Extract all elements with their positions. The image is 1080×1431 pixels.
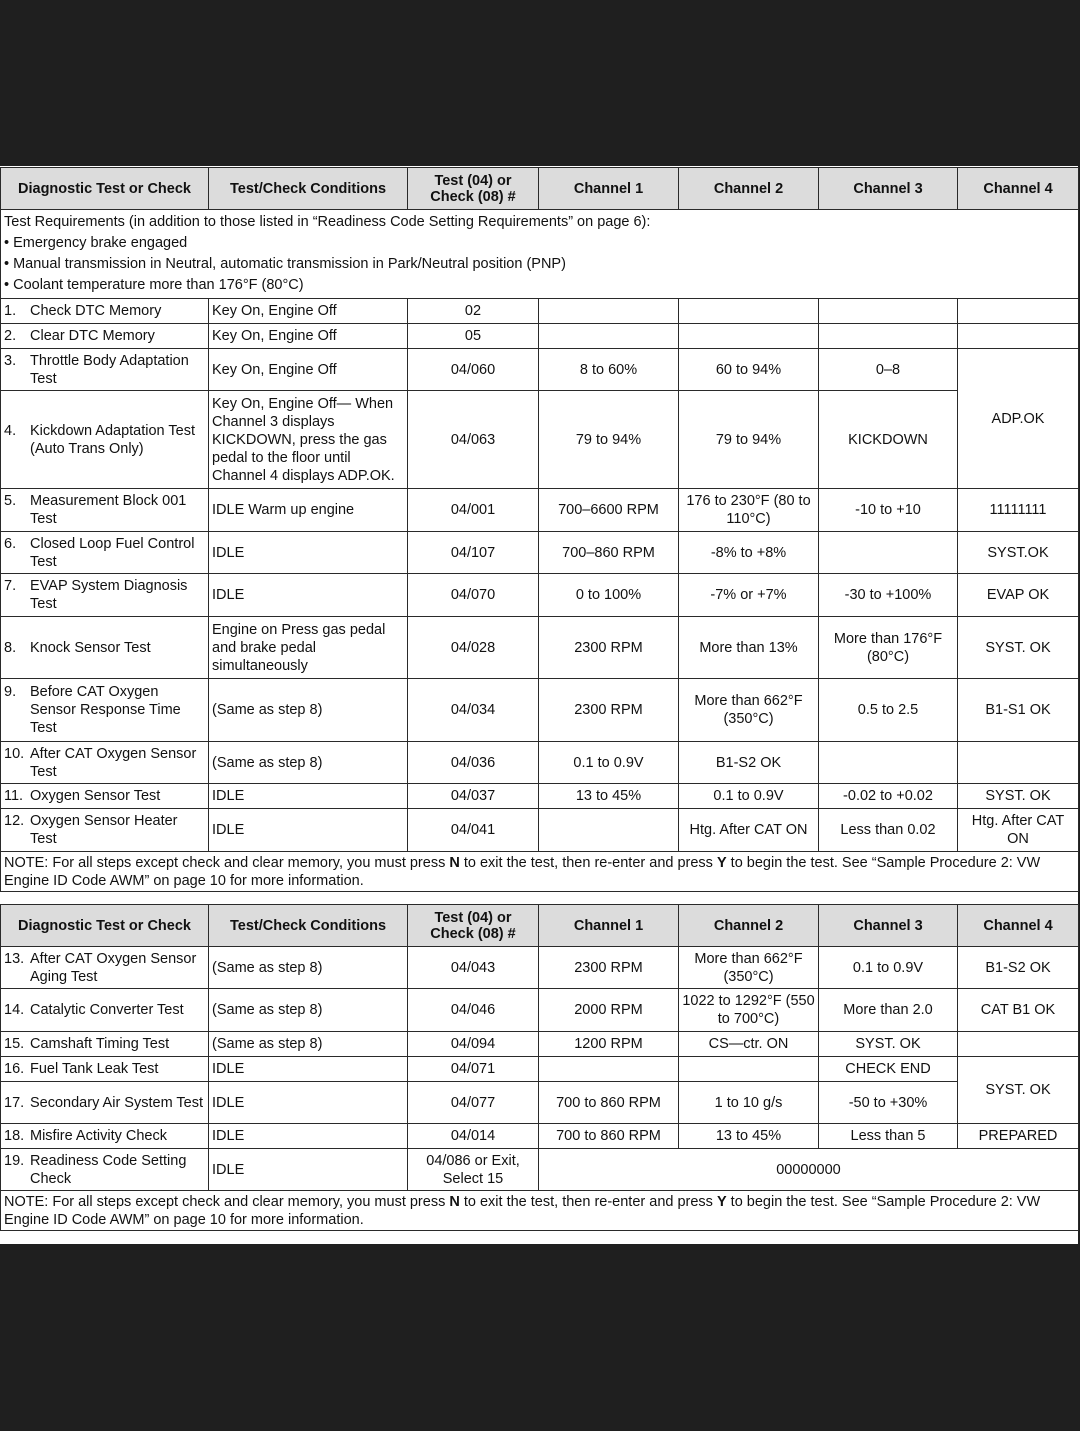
channel-3-cell: -30 to +100% xyxy=(819,574,958,617)
test-number-cell: 04/036 xyxy=(408,742,539,784)
channel-1-cell: 2300 RPM xyxy=(539,679,679,742)
step-number: 16. xyxy=(4,1061,25,1077)
header-channel-3: Channel 3 xyxy=(819,168,958,210)
step-number: 8. xyxy=(4,639,17,656)
conditions-cell: (Same as step 8) xyxy=(209,742,408,784)
step-name: Before CAT Oxygen Sensor Response Time Test xyxy=(30,684,181,736)
step-name-cell xyxy=(1,489,209,532)
channel-1-cell: 0 to 100% xyxy=(539,574,679,617)
test-number-cell: 04/046 xyxy=(408,989,539,1032)
channel-1-cell xyxy=(539,1057,679,1082)
step-name: Check DTC Memory xyxy=(30,303,162,319)
test-number-cell: 04/071 xyxy=(408,1057,539,1082)
table-header-row xyxy=(1,168,1079,210)
note-part: NOTE: For all steps except check and clear memory, you must press xyxy=(4,1193,450,1210)
channel-2-cell: CS—ctr. ON xyxy=(679,1032,819,1057)
step-name-cell xyxy=(1,679,209,742)
channel-2-cell: 79 to 94% xyxy=(679,391,819,489)
conditions-cell: (Same as step 8) xyxy=(209,1032,408,1057)
table-row xyxy=(1,299,1079,324)
channel-4-cell xyxy=(958,1032,1079,1057)
header-channel-4: Channel 4 xyxy=(958,905,1079,947)
step-name-cell xyxy=(1,784,209,809)
table-row xyxy=(1,1149,1079,1191)
step-name-cell xyxy=(1,1124,209,1149)
channel-3-cell: -0.02 to +0.02 xyxy=(819,784,958,809)
note-part: NOTE: For all steps except check and clear memory, you must press xyxy=(4,854,450,871)
conditions-cell: IDLE Warm up engine xyxy=(209,489,408,532)
step-name: Knock Sensor Test xyxy=(30,639,151,656)
step-number: 12. xyxy=(4,813,25,829)
test-number-cell: 04/060 xyxy=(408,349,539,391)
test-number-cell: 04/107 xyxy=(408,532,539,574)
test-number-cell: 04/077 xyxy=(408,1082,539,1124)
channel-2-cell: More than 13% xyxy=(679,617,819,679)
channel-4-cell xyxy=(958,324,1079,349)
channel-1-cell: 13 to 45% xyxy=(539,784,679,809)
table-row xyxy=(1,1082,1079,1124)
channel-2-cell: -7% or +7% xyxy=(679,574,819,617)
channel-3-cell xyxy=(819,532,958,574)
table-row xyxy=(1,617,1079,679)
channel-1-cell: 2300 RPM xyxy=(539,617,679,679)
table-header-row xyxy=(1,905,1079,947)
step-number: 9. xyxy=(4,684,17,700)
channel-4-cell: Htg. After CAT ON xyxy=(958,809,1079,852)
step-name: Kickdown Adaptation Test (Auto Trans Only) xyxy=(30,422,195,457)
diagnostic-table-2 xyxy=(0,904,1079,1231)
channel-1-cell xyxy=(539,324,679,349)
channel-3-cell: CHECK END xyxy=(819,1057,958,1082)
channel-4-cell: SYST.OK xyxy=(958,532,1079,574)
step-number: 4. xyxy=(4,422,17,439)
channel-1-cell: 2000 RPM xyxy=(539,989,679,1032)
channel-2-cell xyxy=(679,324,819,349)
channel-2-cell: More than 662°F (350°C) xyxy=(679,947,819,989)
note-part: to exit the test, then re-enter and press xyxy=(459,1193,717,1210)
channel-3-cell: SYST. OK xyxy=(819,1032,958,1057)
step-number: 5. xyxy=(4,493,17,509)
note-row xyxy=(1,1191,1079,1231)
channel-4-cell: B1-S1 OK xyxy=(958,679,1079,742)
channels-merged-cell: 00000000 xyxy=(539,1149,1079,1191)
header-channel-1: Channel 1 xyxy=(539,905,679,947)
test-number-cell: 04/034 xyxy=(408,679,539,742)
channel-2-cell: 176 to 230°F (80 to 110°C) xyxy=(679,489,819,532)
channel-2-cell xyxy=(679,299,819,324)
channel-4-cell: 11111111 xyxy=(958,489,1079,532)
header-test-number: Test (04) or Check (08) # xyxy=(408,905,539,947)
conditions-cell: IDLE xyxy=(209,809,408,852)
step-name: Closed Loop Fuel Control Test xyxy=(30,535,195,570)
channel-1-cell: 0.1 to 0.9V xyxy=(539,742,679,784)
step-name: Camshaft Timing Test xyxy=(30,1036,170,1052)
step-name: Throttle Body Adaptation Test xyxy=(30,352,189,387)
channel-4-cell: CAT B1 OK xyxy=(958,989,1079,1032)
conditions-cell: IDLE xyxy=(209,532,408,574)
test-number-cell: 04/094 xyxy=(408,1032,539,1057)
table-row xyxy=(1,742,1079,784)
step-name-cell xyxy=(1,989,209,1032)
step-name: Oxygen Sensor Test xyxy=(30,788,161,804)
note-text xyxy=(1,1191,1079,1231)
table-row xyxy=(1,532,1079,574)
channel-4-cell: B1-S2 OK xyxy=(958,947,1079,989)
step-name-cell xyxy=(1,349,209,391)
channel-4-cell: SYST. OK xyxy=(958,784,1079,809)
step-number: 19. xyxy=(4,1152,25,1169)
step-name-cell xyxy=(1,324,209,349)
step-number: 6. xyxy=(4,535,17,552)
conditions-cell: Key On, Engine Off xyxy=(209,299,408,324)
conditions-cell: (Same as step 8) xyxy=(209,989,408,1032)
table-row xyxy=(1,784,1079,809)
step-name: EVAP System Diagnosis Test xyxy=(30,578,188,612)
test-number-cell: 02 xyxy=(408,299,539,324)
table-row xyxy=(1,1057,1079,1082)
step-name: After CAT Oxygen Sensor Aging Test xyxy=(30,950,197,985)
document-page xyxy=(0,166,1078,1244)
header-channel-3: Channel 3 xyxy=(819,905,958,947)
step-number: 15. xyxy=(4,1036,25,1052)
requirement-item: • Manual transmission in Neutral, automatic transmission in Park/Neutral position (PNP) xyxy=(4,256,566,272)
table-row xyxy=(1,574,1079,617)
channel-3-cell xyxy=(819,324,958,349)
note-key: N xyxy=(449,1193,460,1210)
conditions-cell: IDLE xyxy=(209,1057,408,1082)
channel-2-cell: More than 662°F (350°C) xyxy=(679,679,819,742)
channel-4-cell: SYST. OK xyxy=(958,617,1079,679)
step-name: Catalytic Converter Test xyxy=(30,1002,184,1018)
channel-1-cell: 1200 RPM xyxy=(539,1032,679,1057)
step-name: Oxygen Sensor Heater Test xyxy=(30,813,178,847)
step-number: 11. xyxy=(4,788,24,804)
channel-2-cell: Htg. After CAT ON xyxy=(679,809,819,852)
step-name-cell xyxy=(1,532,209,574)
conditions-cell: Key On, Engine Off xyxy=(209,324,408,349)
step-name: Measurement Block 001 Test xyxy=(30,493,187,527)
channel-3-cell: KICKDOWN xyxy=(819,391,958,489)
channel-3-cell xyxy=(819,742,958,784)
note-key: Y xyxy=(716,854,727,871)
channel-3-cell: Less than 5 xyxy=(819,1124,958,1149)
conditions-cell: IDLE xyxy=(209,574,408,617)
table-row xyxy=(1,809,1079,852)
channel-1-cell: 79 to 94% xyxy=(539,391,679,489)
requirement-item: • Emergency brake engaged xyxy=(4,235,188,251)
step-number: 18. xyxy=(4,1128,25,1144)
diagnostic-table-1 xyxy=(0,167,1079,892)
note-part: to begin the test. See “Sample Procedure 2: VW Engine ID Code AWM” on page 10 for more information. xyxy=(4,854,1041,889)
channel-2-cell: 60 to 94% xyxy=(679,349,819,391)
step-name-cell xyxy=(1,947,209,989)
test-requirements-row xyxy=(1,210,1079,299)
channel-2-cell: 0.1 to 0.9V xyxy=(679,784,819,809)
note-key: N xyxy=(449,854,460,871)
test-number-cell: 04/041 xyxy=(408,809,539,852)
channel-3-cell: 0.5 to 2.5 xyxy=(819,679,958,742)
header-test-number: Test (04) or Check (08) # xyxy=(408,168,539,210)
conditions-cell: IDLE xyxy=(209,1149,408,1191)
channel-2-cell: 1022 to 1292°F (550 to 700°C) xyxy=(679,989,819,1032)
step-number: 1. xyxy=(4,303,17,319)
channel-2-cell xyxy=(679,1057,819,1082)
channel-4-cell: SYST. OK xyxy=(958,1057,1079,1124)
channel-3-cell: Less than 0.02 xyxy=(819,809,958,852)
step-name: Readiness Code Setting Check xyxy=(30,1152,187,1187)
channel-2-cell: -8% to +8% xyxy=(679,532,819,574)
conditions-cell: Key On, Engine Off— When Channel 3 displays KICKDOWN, press the gas pedal to the floor until Channel 4 displays ADP.OK. xyxy=(209,391,408,489)
step-number: 3. xyxy=(4,352,17,369)
step-name-cell xyxy=(1,1149,209,1191)
header-channel-4: Channel 4 xyxy=(958,168,1079,210)
step-name-cell xyxy=(1,391,209,489)
table-row xyxy=(1,324,1079,349)
channel-4-cell: ADP.OK xyxy=(958,349,1079,489)
table-row xyxy=(1,1032,1079,1057)
channel-1-cell: 700 to 860 RPM xyxy=(539,1082,679,1124)
test-number-cell: 05 xyxy=(408,324,539,349)
channel-3-cell: 0.1 to 0.9V xyxy=(819,947,958,989)
conditions-cell: Engine on Press gas pedal and brake pedal simultaneously xyxy=(209,617,408,679)
channel-3-cell: 0–8 xyxy=(819,349,958,391)
conditions-cell: (Same as step 8) xyxy=(209,679,408,742)
step-name-cell xyxy=(1,1082,209,1124)
table-row xyxy=(1,679,1079,742)
step-name-cell xyxy=(1,1057,209,1082)
step-name: Clear DTC Memory xyxy=(30,328,155,344)
channel-1-cell: 2300 RPM xyxy=(539,947,679,989)
header-channel-2: Channel 2 xyxy=(679,905,819,947)
step-name-cell xyxy=(1,742,209,784)
step-name-cell xyxy=(1,809,209,852)
header-diagnostic-test: Diagnostic Test or Check xyxy=(1,905,209,947)
conditions-cell: IDLE xyxy=(209,1124,408,1149)
note-part: to exit the test, then re-enter and press xyxy=(459,854,717,871)
step-name: After CAT Oxygen Sensor Test xyxy=(30,745,197,780)
test-number-cell: 04/037 xyxy=(408,784,539,809)
step-name-cell xyxy=(1,1032,209,1057)
channel-3-cell: More than 176°F (80°C) xyxy=(819,617,958,679)
requirements-intro: Test Requirements (in addition to those listed in “Readiness Code Setting Requirements” on page 6): xyxy=(4,214,651,230)
note-text xyxy=(1,852,1079,892)
channel-2-cell: B1-S2 OK xyxy=(679,742,819,784)
channel-3-cell: -10 to +10 xyxy=(819,489,958,532)
step-name-cell xyxy=(1,617,209,679)
channel-1-cell xyxy=(539,809,679,852)
channel-1-cell xyxy=(539,299,679,324)
step-number: 13. xyxy=(4,950,25,967)
conditions-cell: IDLE xyxy=(209,1082,408,1124)
channel-1-cell: 8 to 60% xyxy=(539,349,679,391)
step-name-cell xyxy=(1,574,209,617)
header-diagnostic-test: Diagnostic Test or Check xyxy=(1,168,209,210)
table-row xyxy=(1,391,1079,489)
step-number: 2. xyxy=(4,328,17,344)
channel-2-cell: 1 to 10 g/s xyxy=(679,1082,819,1124)
channel-1-cell: 700–6600 RPM xyxy=(539,489,679,532)
header-conditions: Test/Check Conditions xyxy=(209,168,408,210)
channel-4-cell: PREPARED xyxy=(958,1124,1079,1149)
conditions-cell: (Same as step 8) xyxy=(209,947,408,989)
channel-3-cell xyxy=(819,299,958,324)
test-number-cell: 04/070 xyxy=(408,574,539,617)
table-row xyxy=(1,989,1079,1032)
table-row xyxy=(1,947,1079,989)
note-row xyxy=(1,852,1079,892)
header-channel-1: Channel 1 xyxy=(539,168,679,210)
table-row xyxy=(1,489,1079,532)
test-number-cell: 04/014 xyxy=(408,1124,539,1149)
step-number: 14. xyxy=(4,1002,25,1018)
channel-2-cell: 13 to 45% xyxy=(679,1124,819,1149)
channel-3-cell: More than 2.0 xyxy=(819,989,958,1032)
table-row xyxy=(1,1124,1079,1149)
channel-1-cell: 700 to 860 RPM xyxy=(539,1124,679,1149)
step-number: 17. xyxy=(4,1094,25,1111)
test-number-cell: 04/086 or Exit, Select 15 xyxy=(408,1149,539,1191)
step-number: 10. xyxy=(4,745,25,762)
header-channel-2: Channel 2 xyxy=(679,168,819,210)
conditions-cell: IDLE xyxy=(209,784,408,809)
note-part: to begin the test. See “Sample Procedure 2: VW Engine ID Code AWM” on page 10 for more information. xyxy=(4,1193,1041,1228)
step-name: Fuel Tank Leak Test xyxy=(30,1061,159,1077)
step-name-cell xyxy=(1,299,209,324)
channel-1-cell: 700–860 RPM xyxy=(539,532,679,574)
channel-3-cell: -50 to +30% xyxy=(819,1082,958,1124)
test-number-cell: 04/028 xyxy=(408,617,539,679)
channel-4-cell xyxy=(958,299,1079,324)
test-number-cell: 04/001 xyxy=(408,489,539,532)
table-row xyxy=(1,349,1079,391)
step-number: 7. xyxy=(4,578,17,594)
header-conditions: Test/Check Conditions xyxy=(209,905,408,947)
step-name: Secondary Air System Test xyxy=(30,1094,204,1111)
note-key: Y xyxy=(716,1193,727,1210)
conditions-cell: Key On, Engine Off xyxy=(209,349,408,391)
step-name: Misfire Activity Check xyxy=(30,1128,167,1144)
test-number-cell: 04/043 xyxy=(408,947,539,989)
channel-4-cell: EVAP OK xyxy=(958,574,1079,617)
requirement-item: • Coolant temperature more than 176°F (80°C) xyxy=(4,277,304,293)
channel-4-cell xyxy=(958,742,1079,784)
test-number-cell: 04/063 xyxy=(408,391,539,489)
